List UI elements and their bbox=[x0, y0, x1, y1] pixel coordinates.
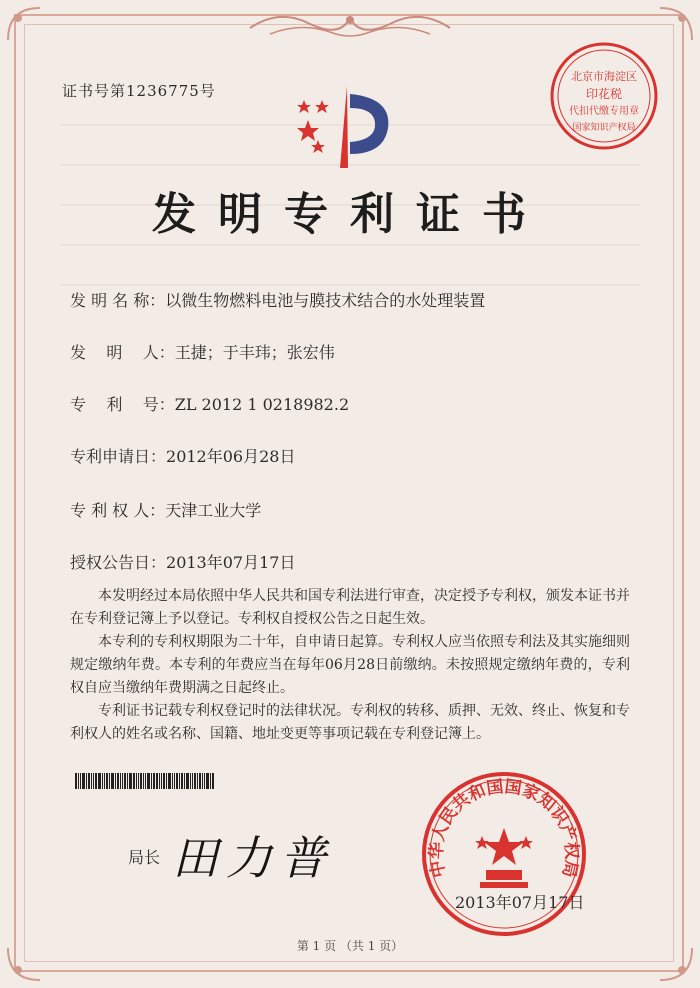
corner-ornament-tr bbox=[656, 4, 696, 44]
barcode-bar bbox=[104, 773, 105, 789]
barcode-bar bbox=[111, 773, 114, 789]
patentee-row bbox=[70, 498, 261, 521]
patent-office-logo-icon bbox=[292, 80, 402, 175]
barcode-bar bbox=[140, 773, 142, 789]
barcode-bar bbox=[159, 773, 160, 789]
invention-name-row bbox=[70, 288, 485, 311]
barcode-bar bbox=[206, 773, 209, 789]
barcode-bar bbox=[145, 773, 146, 789]
patentee-value: 天津工业大学 bbox=[165, 501, 262, 520]
patent-number-row bbox=[70, 392, 349, 415]
barcode-bar bbox=[181, 773, 183, 789]
barcode-bar bbox=[184, 773, 185, 789]
director-title-label: 局长 bbox=[128, 848, 161, 867]
grant-date-row bbox=[70, 550, 295, 573]
barcode-bar bbox=[179, 773, 180, 789]
seal-text: 中华人民共和国国家知识产权局 bbox=[426, 776, 582, 880]
barcode-bar bbox=[212, 773, 214, 789]
barcode-bar bbox=[192, 773, 193, 789]
patentee-label: 专 利 权 人： bbox=[70, 501, 166, 520]
grant-date-label: 授权公告日： bbox=[70, 553, 167, 572]
barcode-bar bbox=[75, 773, 77, 789]
barcode-bar bbox=[98, 773, 101, 789]
barcode-bar bbox=[106, 773, 108, 789]
barcode-bar bbox=[86, 773, 87, 789]
barcode bbox=[75, 773, 265, 789]
invention-name-label: 发 明 名 称： bbox=[70, 291, 166, 310]
barcode-bar bbox=[109, 773, 110, 789]
barcode-bar bbox=[176, 773, 178, 789]
application-date-row bbox=[70, 444, 295, 467]
barcode-bar bbox=[93, 773, 94, 789]
barcode-bar bbox=[190, 773, 191, 789]
barcode-bar bbox=[91, 773, 92, 789]
barcode-bar bbox=[136, 773, 137, 789]
barcode-bar bbox=[88, 773, 90, 789]
barcode-bar bbox=[82, 773, 85, 789]
barcode-bar bbox=[147, 773, 150, 789]
director-signature: 田力普 bbox=[172, 831, 334, 885]
barcode-bar bbox=[197, 773, 198, 789]
barcode-bar bbox=[186, 773, 189, 789]
svg-text:北京市海淀区: 北京市海淀区 bbox=[571, 70, 637, 83]
barcode-bar bbox=[174, 773, 175, 789]
tax-stamp bbox=[548, 40, 660, 152]
svg-text:印花税: 印花税 bbox=[585, 87, 623, 101]
corner-ornament-tl bbox=[4, 4, 44, 44]
barcode-bar bbox=[199, 773, 201, 789]
barcode-bar bbox=[151, 773, 152, 789]
barcode-bar bbox=[138, 773, 139, 789]
body-paragraph-3: 专利证书记载专利权登记时的法律状况。专利权的转移、质押、无效、终止、恢复和专利权人的姓名或名称、国籍、地址变更等事项记载在专利登记簿上。 bbox=[70, 703, 630, 742]
certificate-body bbox=[70, 585, 630, 746]
patent-number-label: 专 利 号： bbox=[70, 395, 175, 414]
barcode-bar bbox=[120, 773, 121, 789]
barcode-bar bbox=[133, 773, 135, 789]
barcode-bar bbox=[124, 773, 126, 789]
body-paragraph-1: 本发明经过本局依照中华人民共和国专利法进行审查，决定授予专利权，颁发本证书并在专利登记簿上予以登记。专利权自授权公告之日起生效。 bbox=[70, 588, 630, 627]
barcode-bar bbox=[156, 773, 158, 789]
svg-text:国家知识产权局: 国家知识产权局 bbox=[572, 123, 636, 133]
barcode-bar bbox=[78, 773, 79, 789]
body-paragraph-2: 本专利的专利权期限为二十年，自申请日起算。专利权人应当依照专利法及其实施细则规定缴纳年费。本专利的年费应当在每年06月28日前缴纳。未按照规定缴纳年费的，专利权自应当缴纳年费期满之日起终止。 bbox=[70, 634, 630, 696]
barcode-bar bbox=[204, 773, 205, 789]
barcode-bar bbox=[153, 773, 155, 789]
barcode-bar bbox=[117, 773, 119, 789]
seal-date: 2013年07月17日 bbox=[455, 893, 585, 912]
top-ornament bbox=[240, 8, 460, 42]
barcode-bar bbox=[166, 773, 167, 789]
barcode-bar bbox=[168, 773, 171, 789]
barcode-bar bbox=[172, 773, 173, 789]
barcode-bar bbox=[194, 773, 196, 789]
barcode-bar bbox=[161, 773, 162, 789]
barcode-bar bbox=[115, 773, 116, 789]
inventor-value: 王捷；于丰玮；张宏伟 bbox=[174, 343, 335, 362]
barcode-bar bbox=[210, 773, 211, 789]
application-date-label: 专利申请日： bbox=[70, 447, 167, 466]
application-date-value: 2012年06月28日 bbox=[166, 447, 296, 466]
svg-text:代扣代缴专用章: 代扣代缴专用章 bbox=[569, 106, 639, 117]
barcode-bar bbox=[122, 773, 123, 789]
barcode-bar bbox=[80, 773, 81, 789]
barcode-bar bbox=[127, 773, 128, 789]
grant-date-value: 2013年07月17日 bbox=[166, 553, 296, 572]
barcode-bar bbox=[102, 773, 103, 789]
barcode-bar bbox=[143, 773, 144, 789]
barcode-bar bbox=[202, 773, 203, 789]
page-number: 第 1 页 （共 1 页） bbox=[296, 939, 404, 953]
patent-number-value: ZL 2012 1 0218982.2 bbox=[174, 395, 350, 414]
certificate-number: 证书号第1236775号 bbox=[62, 82, 216, 100]
inventor-label: 发 明 人： bbox=[70, 343, 175, 362]
page-title: 发明专利证书 bbox=[152, 189, 548, 240]
invention-name-value: 以微生物燃料电池与膜技术结合的水处理装置 bbox=[165, 291, 486, 310]
barcode-bar bbox=[163, 773, 165, 789]
barcode-bar bbox=[129, 773, 132, 789]
barcode-bar bbox=[95, 773, 97, 789]
inventor-row bbox=[70, 340, 335, 363]
